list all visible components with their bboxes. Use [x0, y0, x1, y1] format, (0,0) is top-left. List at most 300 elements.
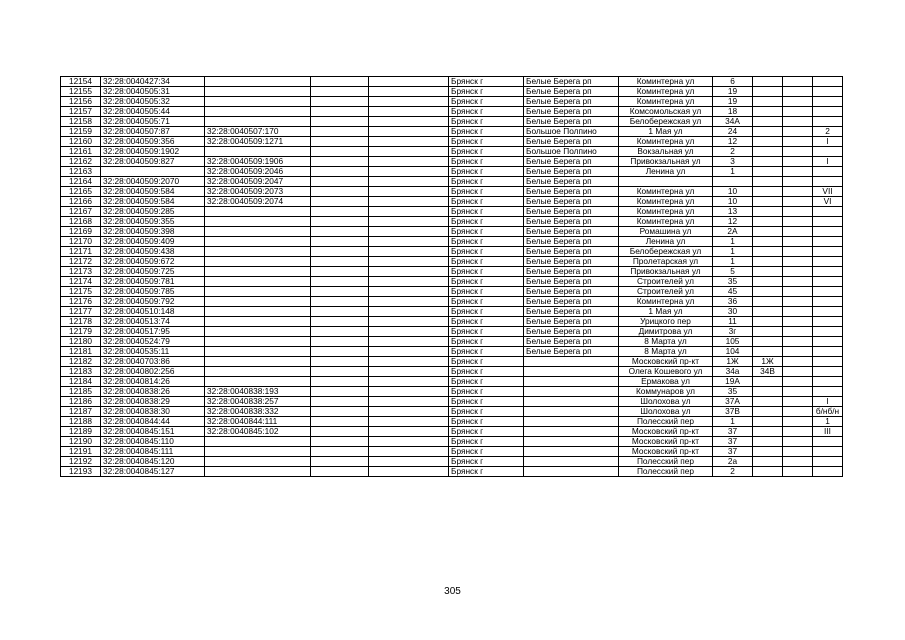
table-row — [61, 277, 843, 287]
table-cell — [369, 357, 449, 367]
table-cell — [369, 87, 449, 97]
table-cell: 32:28:0040509:355 — [101, 217, 205, 227]
table-cell — [524, 427, 619, 437]
table-cell: Ленина ул — [619, 237, 713, 247]
table-cell — [783, 227, 813, 237]
table-cell: Строителей ул — [619, 277, 713, 287]
table-cell: Коминтерна ул — [619, 77, 713, 87]
table-cell: Московский пр-кт — [619, 447, 713, 457]
table-cell: Брянск г — [449, 217, 524, 227]
table-row — [61, 217, 843, 227]
table-cell: 12193 — [61, 467, 101, 477]
table-cell: Брянск г — [449, 267, 524, 277]
table-cell — [813, 297, 843, 307]
table-cell: Брянск г — [449, 157, 524, 167]
table-cell — [369, 227, 449, 237]
table-cell: 10 — [713, 197, 753, 207]
table-cell: Брянск г — [449, 387, 524, 397]
table-cell — [813, 307, 843, 317]
table-cell — [813, 327, 843, 337]
table-cell — [311, 367, 369, 377]
table-cell: 32:28:0040513:74 — [101, 317, 205, 327]
table-cell: 1 Мая ул — [619, 127, 713, 137]
table-cell: Урицкого пер — [619, 317, 713, 327]
table-cell: Брянск г — [449, 127, 524, 137]
table-cell: 34А — [713, 117, 753, 127]
table-row — [61, 447, 843, 457]
table-cell: Шолохова ул — [619, 397, 713, 407]
table-cell — [311, 137, 369, 147]
table-row — [61, 427, 843, 437]
table-body — [61, 77, 843, 477]
table-cell: 12173 — [61, 267, 101, 277]
table-cell: Большое Полпино — [524, 147, 619, 157]
table-cell — [369, 317, 449, 327]
table-cell: 32:28:0040507:170 — [205, 127, 311, 137]
table-cell: 2 — [813, 127, 843, 137]
table-cell: Строителей ул — [619, 287, 713, 297]
table-cell — [524, 377, 619, 387]
table-cell: 12158 — [61, 117, 101, 127]
table-cell: Белые Берега рп — [524, 117, 619, 127]
table-cell — [205, 357, 311, 367]
table-cell — [813, 457, 843, 467]
table-cell: 32:28:0040509:2046 — [205, 167, 311, 177]
table-cell — [311, 237, 369, 247]
table-row — [61, 147, 843, 157]
table-cell — [369, 217, 449, 227]
table-cell — [369, 177, 449, 187]
table-cell: Брянск г — [449, 167, 524, 177]
table-cell: 32:28:0040427:34 — [101, 77, 205, 87]
table-cell — [311, 187, 369, 197]
table-cell — [813, 377, 843, 387]
table-cell: 12157 — [61, 107, 101, 117]
table-cell: Белые Берега рп — [524, 137, 619, 147]
table-cell: 32:28:0040509:672 — [101, 257, 205, 267]
table-cell — [369, 237, 449, 247]
table-cell — [813, 117, 843, 127]
table-cell: 35 — [713, 277, 753, 287]
table-cell: Коммунаров ул — [619, 387, 713, 397]
table-cell: Белые Берега рп — [524, 187, 619, 197]
table-cell: 2 — [713, 467, 753, 477]
table-cell: Белые Берега рп — [524, 177, 619, 187]
table-cell — [524, 367, 619, 377]
table-cell: 12177 — [61, 307, 101, 317]
table-cell — [205, 307, 311, 317]
table-cell — [369, 127, 449, 137]
table-cell — [783, 147, 813, 157]
table-cell: 37 — [713, 427, 753, 437]
table-cell — [753, 347, 783, 357]
table-cell: 12168 — [61, 217, 101, 227]
table-cell — [524, 457, 619, 467]
table-cell — [369, 187, 449, 197]
table-cell: Брянск г — [449, 137, 524, 147]
table-cell — [205, 77, 311, 87]
table-cell — [813, 247, 843, 257]
table-cell: Брянск г — [449, 397, 524, 407]
table-cell: 12191 — [61, 447, 101, 457]
table-cell: Полесский пер — [619, 467, 713, 477]
table-cell — [753, 277, 783, 287]
table-cell: Брянск г — [449, 147, 524, 157]
table-cell — [369, 167, 449, 177]
table-cell: 32:28:0040802:256 — [101, 367, 205, 377]
table-cell: Ленина ул — [619, 167, 713, 177]
table-cell: 12162 — [61, 157, 101, 167]
table-cell — [369, 467, 449, 477]
table-cell: 12156 — [61, 97, 101, 107]
table-cell — [205, 217, 311, 227]
table-cell: Брянск г — [449, 307, 524, 317]
table-cell — [311, 307, 369, 317]
table-cell — [783, 137, 813, 147]
table-cell: 32:28:0040703:86 — [101, 357, 205, 367]
table-cell — [713, 177, 753, 187]
table-cell — [783, 77, 813, 87]
table-cell: 32:28:0040510:148 — [101, 307, 205, 317]
table-row — [61, 197, 843, 207]
table-cell: 32:28:0040509:2047 — [205, 177, 311, 187]
table-cell — [205, 447, 311, 457]
table-row — [61, 397, 843, 407]
table-cell: 2а — [713, 457, 753, 467]
table-cell: Брянск г — [449, 237, 524, 247]
table-cell: 11 — [713, 317, 753, 327]
table-cell — [369, 207, 449, 217]
table-cell — [311, 117, 369, 127]
table-cell: 32:28:0040845:120 — [101, 457, 205, 467]
table-cell: Брянск г — [449, 77, 524, 87]
table-cell — [524, 357, 619, 367]
table-cell — [753, 147, 783, 157]
table-cell — [311, 297, 369, 307]
table-cell — [311, 277, 369, 287]
table-cell — [311, 217, 369, 227]
table-cell — [369, 407, 449, 417]
table-cell — [205, 257, 311, 267]
table-cell: Привокзальная ул — [619, 157, 713, 167]
table-cell — [783, 267, 813, 277]
table-cell — [783, 347, 813, 357]
table-cell: 12172 — [61, 257, 101, 267]
table-cell: Брянск г — [449, 87, 524, 97]
table-cell: Брянск г — [449, 447, 524, 457]
table-cell: Белые Берега рп — [524, 267, 619, 277]
table-cell: 104 — [713, 347, 753, 357]
table-cell — [753, 237, 783, 247]
table-cell: 32:28:0040838:29 — [101, 397, 205, 407]
table-cell — [369, 387, 449, 397]
table-cell: 12166 — [61, 197, 101, 207]
table-cell — [311, 417, 369, 427]
table-row — [61, 117, 843, 127]
table-cell: Белые Берега рп — [524, 337, 619, 347]
table-cell — [813, 87, 843, 97]
table-cell — [205, 327, 311, 337]
table-cell — [205, 347, 311, 357]
table-cell — [753, 217, 783, 227]
table-cell: 45 — [713, 287, 753, 297]
table-cell: Брянск г — [449, 297, 524, 307]
table-cell: Брянск г — [449, 337, 524, 347]
table-cell — [205, 117, 311, 127]
table-cell — [311, 377, 369, 387]
table-row — [61, 457, 843, 467]
table-row — [61, 87, 843, 97]
table-row — [61, 187, 843, 197]
table-cell — [753, 107, 783, 117]
table-cell: 12182 — [61, 357, 101, 367]
table-cell: Брянск г — [449, 247, 524, 257]
table-cell: 32:28:0040814:26 — [101, 377, 205, 387]
table-cell: I — [813, 137, 843, 147]
table-cell: 12 — [713, 217, 753, 227]
table-cell — [205, 147, 311, 157]
table-cell — [783, 297, 813, 307]
table-cell — [753, 77, 783, 87]
table-cell: 32:28:0040509:827 — [101, 157, 205, 167]
table-cell: Коминтерна ул — [619, 137, 713, 147]
table-row — [61, 437, 843, 447]
table-cell: Белые Берега рп — [524, 247, 619, 257]
table-cell — [369, 257, 449, 267]
table-cell — [813, 77, 843, 87]
table-cell: 1 — [713, 167, 753, 177]
table-cell: 32:28:0040844:111 — [205, 417, 311, 427]
table-cell — [753, 467, 783, 477]
table-cell: 12181 — [61, 347, 101, 357]
table-cell: Полесский пер — [619, 457, 713, 467]
table-cell — [783, 427, 813, 437]
table-cell — [783, 127, 813, 137]
table-cell — [813, 437, 843, 447]
table-cell: 19 — [713, 97, 753, 107]
table-cell: б/нб/н — [813, 407, 843, 417]
table-cell — [783, 167, 813, 177]
table-cell — [783, 247, 813, 257]
table-cell: 32:28:0040535:11 — [101, 347, 205, 357]
table-cell — [783, 97, 813, 107]
table-cell: Брянск г — [449, 417, 524, 427]
table-row — [61, 107, 843, 117]
table-cell: 12183 — [61, 367, 101, 377]
table-cell — [783, 237, 813, 247]
table-cell: Брянск г — [449, 367, 524, 377]
table-cell: 12160 — [61, 137, 101, 147]
table-cell — [813, 207, 843, 217]
table-row — [61, 307, 843, 317]
table-cell: 12180 — [61, 337, 101, 347]
table-cell: Коминтерна ул — [619, 207, 713, 217]
table-cell — [369, 117, 449, 127]
table-cell — [753, 327, 783, 337]
table-cell — [783, 197, 813, 207]
table-cell — [783, 107, 813, 117]
table-cell: Брянск г — [449, 437, 524, 447]
table-cell: 2 — [713, 147, 753, 157]
registry-table — [60, 76, 843, 477]
table-cell — [205, 297, 311, 307]
table-cell — [783, 407, 813, 417]
table-cell — [753, 87, 783, 97]
table-cell: Белые Берега рп — [524, 317, 619, 327]
table-cell — [311, 257, 369, 267]
table-cell: 1 — [713, 237, 753, 247]
table-cell — [311, 207, 369, 217]
table-cell: Брянск г — [449, 467, 524, 477]
table-row — [61, 247, 843, 257]
table-cell — [369, 367, 449, 377]
table-cell: Полесский пер — [619, 417, 713, 427]
table-cell — [369, 137, 449, 147]
table-row — [61, 317, 843, 327]
table-cell: 32:28:0040509:409 — [101, 237, 205, 247]
table-cell: Брянск г — [449, 227, 524, 237]
table-cell: Белые Берега рп — [524, 217, 619, 227]
table-cell: 37 — [713, 437, 753, 447]
table-cell — [753, 197, 783, 207]
table-cell — [753, 127, 783, 137]
table-cell — [205, 97, 311, 107]
table-row — [61, 407, 843, 417]
table-cell: 35 — [713, 387, 753, 397]
table-cell: Брянск г — [449, 117, 524, 127]
table-cell — [369, 307, 449, 317]
table-cell: 12165 — [61, 187, 101, 197]
table-cell: Белые Берега рп — [524, 197, 619, 207]
table-cell — [783, 417, 813, 427]
table-cell — [369, 337, 449, 347]
table-cell: Вокзальная ул — [619, 147, 713, 157]
table-cell: 12186 — [61, 397, 101, 407]
table-cell: Брянск г — [449, 187, 524, 197]
table-cell — [205, 247, 311, 257]
table-cell — [813, 287, 843, 297]
table-cell: Привокзальная ул — [619, 267, 713, 277]
table-cell: 1 — [813, 417, 843, 427]
table-cell: 32:28:0040509:584 — [101, 197, 205, 207]
table-cell — [813, 367, 843, 377]
table-cell: 8 Марта ул — [619, 347, 713, 357]
table-cell: 37 — [713, 447, 753, 457]
table-row — [61, 77, 843, 87]
table-row — [61, 237, 843, 247]
table-cell: Московский пр-кт — [619, 427, 713, 437]
table-cell: Московский пр-кт — [619, 357, 713, 367]
table-cell — [205, 367, 311, 377]
table-cell: Брянск г — [449, 347, 524, 357]
table-cell: Белые Берега рп — [524, 277, 619, 287]
table-cell — [813, 147, 843, 157]
table-cell — [205, 377, 311, 387]
table-cell — [753, 177, 783, 187]
table-cell: Брянск г — [449, 207, 524, 217]
table-cell — [783, 437, 813, 447]
table-cell — [753, 257, 783, 267]
table-cell: 32:28:0040509:2073 — [205, 187, 311, 197]
table-cell — [813, 347, 843, 357]
table-cell: 12170 — [61, 237, 101, 247]
table-cell — [205, 107, 311, 117]
table-cell — [813, 257, 843, 267]
table-cell: Коминтерна ул — [619, 217, 713, 227]
table-cell — [813, 237, 843, 247]
table-cell — [524, 407, 619, 417]
table-cell — [753, 247, 783, 257]
table-cell: 32:28:0040845:110 — [101, 437, 205, 447]
table-cell: 12175 — [61, 287, 101, 297]
table-cell: 12189 — [61, 427, 101, 437]
table-cell — [813, 387, 843, 397]
table-cell: 32:28:0040505:44 — [101, 107, 205, 117]
table-cell: Коминтерна ул — [619, 297, 713, 307]
table-cell — [205, 87, 311, 97]
table-cell: 32:28:0040509:398 — [101, 227, 205, 237]
table-row — [61, 357, 843, 367]
table-cell: 32:28:0040844:44 — [101, 417, 205, 427]
table-cell: Белобережская ул — [619, 117, 713, 127]
table-cell: 19 — [713, 87, 753, 97]
table-cell — [205, 457, 311, 467]
table-cell — [783, 207, 813, 217]
table-cell: 12176 — [61, 297, 101, 307]
table-cell: III — [813, 427, 843, 437]
table-cell — [783, 357, 813, 367]
table-cell — [753, 427, 783, 437]
table-row — [61, 287, 843, 297]
table-cell — [753, 437, 783, 447]
table-cell: I — [813, 397, 843, 407]
table-cell — [369, 347, 449, 357]
table-cell: 8 Марта ул — [619, 337, 713, 347]
table-cell: Брянск г — [449, 197, 524, 207]
table-cell: 32:28:0040509:781 — [101, 277, 205, 287]
table-cell: 1 Мая ул — [619, 307, 713, 317]
table-cell: 12190 — [61, 437, 101, 447]
table-cell: 3 — [713, 157, 753, 167]
table-cell — [369, 437, 449, 447]
table-cell — [311, 427, 369, 437]
table-cell: Белые Берега рп — [524, 157, 619, 167]
page-number: 305 — [444, 586, 461, 597]
table-cell: Брянск г — [449, 277, 524, 287]
table-cell: 12159 — [61, 127, 101, 137]
table-cell: 32:28:0040509:356 — [101, 137, 205, 147]
table-cell: 32:28:0040838:257 — [205, 397, 311, 407]
table-cell: Коминтерна ул — [619, 97, 713, 107]
table-cell: 32:28:0040509:584 — [101, 187, 205, 197]
table-cell: Олега Кошевого ул — [619, 367, 713, 377]
table-cell: Димитрова ул — [619, 327, 713, 337]
table-cell — [369, 457, 449, 467]
table-cell — [813, 277, 843, 287]
table-cell — [205, 277, 311, 287]
table-cell — [369, 377, 449, 387]
table-row — [61, 257, 843, 267]
table-cell: 32:28:0040505:31 — [101, 87, 205, 97]
table-cell — [311, 227, 369, 237]
table-cell — [783, 117, 813, 127]
table-row — [61, 157, 843, 167]
table-row — [61, 417, 843, 427]
table-cell: Белые Берега рп — [524, 257, 619, 267]
table-cell: Брянск г — [449, 377, 524, 387]
table-cell: 32:28:0040507:87 — [101, 127, 205, 137]
table-cell — [753, 207, 783, 217]
